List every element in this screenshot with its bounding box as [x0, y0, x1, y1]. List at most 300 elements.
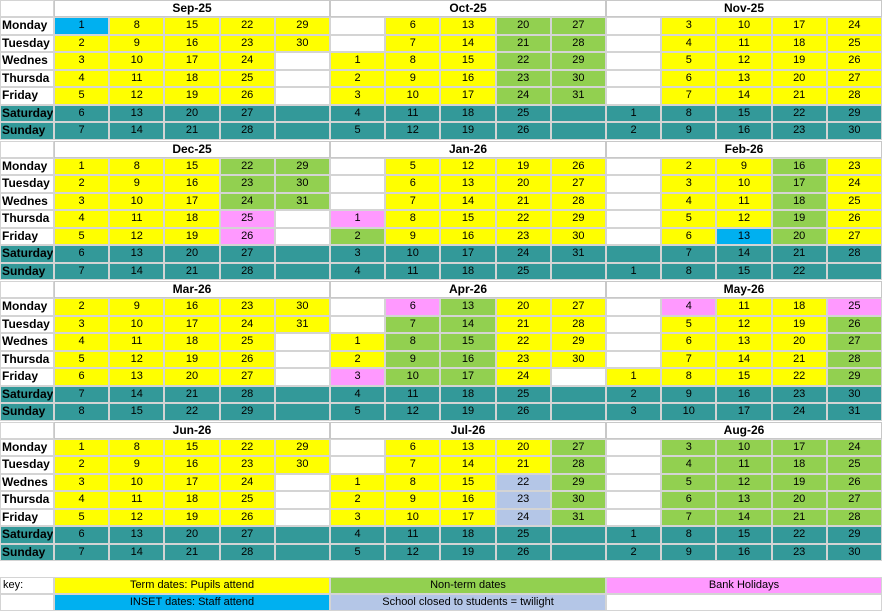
- date-cell[interactable]: 16: [164, 456, 219, 474]
- date-cell[interactable]: 17: [772, 439, 827, 457]
- date-cell[interactable]: [275, 245, 330, 263]
- date-cell[interactable]: 1: [606, 105, 661, 123]
- date-cell[interactable]: 4: [661, 193, 716, 211]
- date-cell[interactable]: [606, 474, 661, 492]
- date-cell[interactable]: 3: [330, 509, 385, 527]
- date-cell[interactable]: 6: [54, 526, 109, 544]
- date-cell[interactable]: 3: [54, 193, 109, 211]
- date-cell[interactable]: [275, 474, 330, 492]
- date-cell[interactable]: 1: [330, 474, 385, 492]
- date-cell[interactable]: 24: [772, 403, 827, 421]
- date-cell[interactable]: 25: [496, 526, 551, 544]
- date-cell[interactable]: [330, 439, 385, 457]
- date-cell[interactable]: [551, 544, 606, 562]
- date-cell[interactable]: 2: [330, 351, 385, 369]
- date-cell[interactable]: [275, 87, 330, 105]
- date-cell[interactable]: 22: [496, 210, 551, 228]
- date-cell[interactable]: 9: [661, 386, 716, 404]
- date-cell[interactable]: [275, 491, 330, 509]
- date-cell[interactable]: 10: [109, 474, 164, 492]
- date-cell[interactable]: 20: [164, 105, 219, 123]
- date-cell[interactable]: 30: [551, 70, 606, 88]
- date-cell[interactable]: 5: [54, 351, 109, 369]
- date-cell[interactable]: 20: [496, 439, 551, 457]
- date-cell[interactable]: 25: [220, 70, 275, 88]
- date-cell[interactable]: 10: [385, 368, 440, 386]
- date-cell[interactable]: 6: [661, 491, 716, 509]
- date-cell[interactable]: 1: [330, 333, 385, 351]
- date-cell[interactable]: 5: [661, 474, 716, 492]
- date-cell[interactable]: 28: [551, 35, 606, 53]
- date-cell[interactable]: 9: [661, 544, 716, 562]
- date-cell[interactable]: 29: [275, 17, 330, 35]
- date-cell[interactable]: 4: [661, 35, 716, 53]
- date-cell[interactable]: 2: [330, 70, 385, 88]
- date-cell[interactable]: 30: [275, 298, 330, 316]
- date-cell[interactable]: 26: [220, 228, 275, 246]
- date-cell[interactable]: 17: [440, 87, 495, 105]
- date-cell[interactable]: 12: [385, 122, 440, 140]
- date-cell[interactable]: 21: [772, 509, 827, 527]
- date-cell[interactable]: 25: [220, 210, 275, 228]
- date-cell[interactable]: [275, 228, 330, 246]
- date-cell[interactable]: 23: [220, 456, 275, 474]
- date-cell[interactable]: 14: [440, 456, 495, 474]
- date-cell[interactable]: 24: [220, 52, 275, 70]
- date-cell[interactable]: 6: [54, 105, 109, 123]
- date-cell[interactable]: 12: [716, 474, 771, 492]
- date-cell[interactable]: 16: [164, 35, 219, 53]
- date-cell[interactable]: 11: [385, 263, 440, 281]
- date-cell[interactable]: 8: [661, 105, 716, 123]
- date-cell[interactable]: 13: [109, 105, 164, 123]
- date-cell[interactable]: 23: [220, 35, 275, 53]
- date-cell[interactable]: 10: [661, 403, 716, 421]
- date-cell[interactable]: 14: [440, 316, 495, 334]
- date-cell[interactable]: 22: [772, 368, 827, 386]
- date-cell[interactable]: [330, 456, 385, 474]
- date-cell[interactable]: 13: [716, 228, 771, 246]
- date-cell[interactable]: [606, 175, 661, 193]
- date-cell[interactable]: 2: [330, 228, 385, 246]
- date-cell[interactable]: 22: [220, 439, 275, 457]
- date-cell[interactable]: 28: [551, 316, 606, 334]
- date-cell[interactable]: 1: [606, 368, 661, 386]
- date-cell[interactable]: 26: [496, 544, 551, 562]
- date-cell[interactable]: 22: [772, 105, 827, 123]
- date-cell[interactable]: 11: [109, 491, 164, 509]
- date-cell[interactable]: 15: [716, 368, 771, 386]
- date-cell[interactable]: 10: [716, 439, 771, 457]
- date-cell[interactable]: 14: [109, 386, 164, 404]
- date-cell[interactable]: 20: [772, 491, 827, 509]
- date-cell[interactable]: 28: [220, 122, 275, 140]
- date-cell[interactable]: 11: [385, 526, 440, 544]
- date-cell[interactable]: 11: [385, 105, 440, 123]
- date-cell[interactable]: [606, 70, 661, 88]
- date-cell[interactable]: 4: [330, 526, 385, 544]
- date-cell[interactable]: 15: [164, 17, 219, 35]
- date-cell[interactable]: 23: [496, 351, 551, 369]
- date-cell[interactable]: [606, 509, 661, 527]
- date-cell[interactable]: 16: [440, 70, 495, 88]
- date-cell[interactable]: 1: [606, 526, 661, 544]
- date-cell[interactable]: 26: [496, 122, 551, 140]
- date-cell[interactable]: 31: [551, 245, 606, 263]
- date-cell[interactable]: 20: [164, 368, 219, 386]
- date-cell[interactable]: 27: [220, 105, 275, 123]
- date-cell[interactable]: 31: [275, 316, 330, 334]
- date-cell[interactable]: 10: [716, 17, 771, 35]
- date-cell[interactable]: 9: [716, 158, 771, 176]
- date-cell[interactable]: [275, 526, 330, 544]
- date-cell[interactable]: 5: [330, 122, 385, 140]
- date-cell[interactable]: [606, 228, 661, 246]
- date-cell[interactable]: [606, 439, 661, 457]
- date-cell[interactable]: 20: [164, 245, 219, 263]
- date-cell[interactable]: [275, 544, 330, 562]
- date-cell[interactable]: [606, 316, 661, 334]
- date-cell[interactable]: [275, 368, 330, 386]
- date-cell[interactable]: 24: [496, 87, 551, 105]
- date-cell[interactable]: 20: [496, 298, 551, 316]
- date-cell[interactable]: 1: [54, 439, 109, 457]
- date-cell[interactable]: 18: [164, 491, 219, 509]
- date-cell[interactable]: 2: [54, 456, 109, 474]
- date-cell[interactable]: 9: [385, 351, 440, 369]
- date-cell[interactable]: 21: [772, 87, 827, 105]
- date-cell[interactable]: 20: [772, 228, 827, 246]
- date-cell[interactable]: 13: [109, 526, 164, 544]
- date-cell[interactable]: 28: [220, 263, 275, 281]
- date-cell[interactable]: 22: [496, 52, 551, 70]
- date-cell[interactable]: 26: [827, 316, 882, 334]
- date-cell[interactable]: 4: [330, 386, 385, 404]
- date-cell[interactable]: 8: [661, 368, 716, 386]
- date-cell[interactable]: 3: [54, 52, 109, 70]
- date-cell[interactable]: 9: [109, 175, 164, 193]
- date-cell[interactable]: 29: [551, 333, 606, 351]
- date-cell[interactable]: 1: [330, 210, 385, 228]
- date-cell[interactable]: [275, 122, 330, 140]
- date-cell[interactable]: 11: [716, 35, 771, 53]
- date-cell[interactable]: 2: [661, 158, 716, 176]
- date-cell[interactable]: 15: [716, 105, 771, 123]
- date-cell[interactable]: 19: [772, 210, 827, 228]
- date-cell[interactable]: 16: [440, 491, 495, 509]
- date-cell[interactable]: 14: [716, 245, 771, 263]
- date-cell[interactable]: [606, 17, 661, 35]
- date-cell[interactable]: [606, 87, 661, 105]
- date-cell[interactable]: 5: [661, 210, 716, 228]
- date-cell[interactable]: 19: [772, 474, 827, 492]
- date-cell[interactable]: 24: [827, 17, 882, 35]
- date-cell[interactable]: 19: [164, 87, 219, 105]
- date-cell[interactable]: 29: [275, 439, 330, 457]
- date-cell[interactable]: 20: [496, 17, 551, 35]
- date-cell[interactable]: 18: [772, 298, 827, 316]
- date-cell[interactable]: 3: [330, 245, 385, 263]
- date-cell[interactable]: 29: [551, 52, 606, 70]
- date-cell[interactable]: 17: [164, 316, 219, 334]
- date-cell[interactable]: 12: [440, 158, 495, 176]
- date-cell[interactable]: 25: [827, 35, 882, 53]
- date-cell[interactable]: 13: [109, 245, 164, 263]
- date-cell[interactable]: 13: [716, 70, 771, 88]
- date-cell[interactable]: 27: [827, 333, 882, 351]
- date-cell[interactable]: 3: [54, 316, 109, 334]
- date-cell[interactable]: 25: [827, 456, 882, 474]
- date-cell[interactable]: 7: [54, 122, 109, 140]
- date-cell[interactable]: 23: [827, 158, 882, 176]
- date-cell[interactable]: [551, 263, 606, 281]
- date-cell[interactable]: 19: [440, 544, 495, 562]
- date-cell[interactable]: 22: [220, 17, 275, 35]
- date-cell[interactable]: 7: [54, 544, 109, 562]
- date-cell[interactable]: 17: [164, 474, 219, 492]
- date-cell[interactable]: 19: [772, 52, 827, 70]
- date-cell[interactable]: [551, 403, 606, 421]
- date-cell[interactable]: 6: [385, 298, 440, 316]
- date-cell[interactable]: 24: [496, 509, 551, 527]
- date-cell[interactable]: 1: [54, 158, 109, 176]
- date-cell[interactable]: 13: [440, 175, 495, 193]
- date-cell[interactable]: 16: [716, 122, 771, 140]
- date-cell[interactable]: 12: [385, 544, 440, 562]
- date-cell[interactable]: [330, 175, 385, 193]
- date-cell[interactable]: 29: [220, 403, 275, 421]
- date-cell[interactable]: 18: [440, 105, 495, 123]
- date-cell[interactable]: 8: [385, 210, 440, 228]
- date-cell[interactable]: 27: [220, 526, 275, 544]
- date-cell[interactable]: 24: [496, 368, 551, 386]
- date-cell[interactable]: 15: [109, 403, 164, 421]
- date-cell[interactable]: 8: [109, 439, 164, 457]
- date-cell[interactable]: 5: [54, 87, 109, 105]
- date-cell[interactable]: 20: [772, 70, 827, 88]
- date-cell[interactable]: 23: [220, 175, 275, 193]
- date-cell[interactable]: 10: [385, 87, 440, 105]
- date-cell[interactable]: 10: [109, 316, 164, 334]
- date-cell[interactable]: 15: [164, 439, 219, 457]
- date-cell[interactable]: 27: [551, 298, 606, 316]
- date-cell[interactable]: 21: [164, 544, 219, 562]
- date-cell[interactable]: [551, 122, 606, 140]
- date-cell[interactable]: 19: [496, 158, 551, 176]
- date-cell[interactable]: 16: [164, 175, 219, 193]
- date-cell[interactable]: 16: [440, 228, 495, 246]
- date-cell[interactable]: 15: [716, 526, 771, 544]
- date-cell[interactable]: 22: [496, 474, 551, 492]
- date-cell[interactable]: [551, 526, 606, 544]
- date-cell[interactable]: 16: [164, 298, 219, 316]
- date-cell[interactable]: 17: [716, 403, 771, 421]
- date-cell[interactable]: 17: [440, 245, 495, 263]
- date-cell[interactable]: 17: [164, 52, 219, 70]
- date-cell[interactable]: 18: [772, 456, 827, 474]
- date-cell[interactable]: 14: [109, 544, 164, 562]
- date-cell[interactable]: 17: [772, 175, 827, 193]
- date-cell[interactable]: 28: [220, 386, 275, 404]
- date-cell[interactable]: 28: [827, 351, 882, 369]
- date-cell[interactable]: 7: [661, 509, 716, 527]
- date-cell[interactable]: 29: [551, 474, 606, 492]
- date-cell[interactable]: 24: [827, 439, 882, 457]
- date-cell[interactable]: 26: [827, 474, 882, 492]
- date-cell[interactable]: 21: [496, 193, 551, 211]
- date-cell[interactable]: 13: [440, 17, 495, 35]
- date-cell[interactable]: 15: [164, 158, 219, 176]
- date-cell[interactable]: 3: [54, 474, 109, 492]
- date-cell[interactable]: 23: [496, 491, 551, 509]
- date-cell[interactable]: [606, 351, 661, 369]
- date-cell[interactable]: 2: [606, 544, 661, 562]
- date-cell[interactable]: 3: [330, 87, 385, 105]
- date-cell[interactable]: [606, 52, 661, 70]
- date-cell[interactable]: 18: [440, 386, 495, 404]
- date-cell[interactable]: 4: [661, 298, 716, 316]
- date-cell[interactable]: 8: [109, 158, 164, 176]
- date-cell[interactable]: 29: [551, 210, 606, 228]
- date-cell[interactable]: 5: [330, 403, 385, 421]
- date-cell[interactable]: 24: [220, 474, 275, 492]
- date-cell[interactable]: [275, 509, 330, 527]
- date-cell[interactable]: 6: [54, 368, 109, 386]
- date-cell[interactable]: 12: [385, 403, 440, 421]
- date-cell[interactable]: 7: [385, 456, 440, 474]
- date-cell[interactable]: 7: [661, 351, 716, 369]
- date-cell[interactable]: 25: [220, 491, 275, 509]
- date-cell[interactable]: 26: [220, 509, 275, 527]
- date-cell[interactable]: 30: [275, 175, 330, 193]
- date-cell[interactable]: 2: [54, 298, 109, 316]
- date-cell[interactable]: 13: [109, 368, 164, 386]
- date-cell[interactable]: 15: [440, 52, 495, 70]
- date-cell[interactable]: 16: [440, 351, 495, 369]
- date-cell[interactable]: 23: [220, 298, 275, 316]
- date-cell[interactable]: 25: [827, 298, 882, 316]
- date-cell[interactable]: 12: [109, 228, 164, 246]
- date-cell[interactable]: 12: [109, 87, 164, 105]
- date-cell[interactable]: 5: [54, 228, 109, 246]
- date-cell[interactable]: [827, 263, 882, 281]
- date-cell[interactable]: 24: [220, 316, 275, 334]
- date-cell[interactable]: 30: [275, 35, 330, 53]
- date-cell[interactable]: 6: [385, 175, 440, 193]
- date-cell[interactable]: 29: [827, 526, 882, 544]
- date-cell[interactable]: 23: [496, 70, 551, 88]
- date-cell[interactable]: 1: [606, 263, 661, 281]
- date-cell[interactable]: 19: [164, 509, 219, 527]
- date-cell[interactable]: 21: [772, 351, 827, 369]
- date-cell[interactable]: 14: [109, 122, 164, 140]
- date-cell[interactable]: 8: [385, 52, 440, 70]
- date-cell[interactable]: 31: [551, 87, 606, 105]
- date-cell[interactable]: 10: [385, 245, 440, 263]
- date-cell[interactable]: [330, 298, 385, 316]
- date-cell[interactable]: 22: [772, 263, 827, 281]
- date-cell[interactable]: 12: [109, 509, 164, 527]
- date-cell[interactable]: 6: [385, 17, 440, 35]
- date-cell[interactable]: 2: [330, 491, 385, 509]
- date-cell[interactable]: 18: [772, 35, 827, 53]
- date-cell[interactable]: 4: [54, 70, 109, 88]
- date-cell[interactable]: [606, 35, 661, 53]
- date-cell[interactable]: 19: [440, 122, 495, 140]
- date-cell[interactable]: 10: [716, 175, 771, 193]
- date-cell[interactable]: [275, 210, 330, 228]
- date-cell[interactable]: 19: [772, 316, 827, 334]
- date-cell[interactable]: 12: [716, 210, 771, 228]
- date-cell[interactable]: 23: [772, 386, 827, 404]
- date-cell[interactable]: [606, 491, 661, 509]
- date-cell[interactable]: 26: [827, 52, 882, 70]
- date-cell[interactable]: 27: [551, 175, 606, 193]
- date-cell[interactable]: 31: [827, 403, 882, 421]
- date-cell[interactable]: 9: [109, 456, 164, 474]
- date-cell[interactable]: 19: [164, 228, 219, 246]
- date-cell[interactable]: 8: [661, 263, 716, 281]
- date-cell[interactable]: 1: [330, 52, 385, 70]
- date-cell[interactable]: 26: [551, 158, 606, 176]
- date-cell[interactable]: 8: [109, 17, 164, 35]
- date-cell[interactable]: 15: [440, 333, 495, 351]
- date-cell[interactable]: 26: [827, 210, 882, 228]
- date-cell[interactable]: 9: [109, 35, 164, 53]
- date-cell[interactable]: 30: [551, 228, 606, 246]
- date-cell[interactable]: 16: [716, 386, 771, 404]
- date-cell[interactable]: [275, 263, 330, 281]
- date-cell[interactable]: 12: [109, 351, 164, 369]
- date-cell[interactable]: 3: [606, 403, 661, 421]
- date-cell[interactable]: 25: [496, 386, 551, 404]
- date-cell[interactable]: 4: [54, 333, 109, 351]
- date-cell[interactable]: 16: [716, 544, 771, 562]
- date-cell[interactable]: 7: [385, 35, 440, 53]
- date-cell[interactable]: 25: [827, 193, 882, 211]
- date-cell[interactable]: 20: [164, 526, 219, 544]
- date-cell[interactable]: 26: [496, 403, 551, 421]
- date-cell[interactable]: 9: [661, 122, 716, 140]
- date-cell[interactable]: 29: [827, 368, 882, 386]
- date-cell[interactable]: 3: [330, 368, 385, 386]
- date-cell[interactable]: 6: [661, 333, 716, 351]
- date-cell[interactable]: [275, 351, 330, 369]
- date-cell[interactable]: 16: [772, 158, 827, 176]
- date-cell[interactable]: 8: [54, 403, 109, 421]
- date-cell[interactable]: 30: [827, 544, 882, 562]
- date-cell[interactable]: 26: [220, 351, 275, 369]
- date-cell[interactable]: 5: [330, 544, 385, 562]
- date-cell[interactable]: [330, 35, 385, 53]
- date-cell[interactable]: 27: [827, 491, 882, 509]
- date-cell[interactable]: 12: [716, 52, 771, 70]
- date-cell[interactable]: 10: [385, 509, 440, 527]
- date-cell[interactable]: 11: [109, 333, 164, 351]
- date-cell[interactable]: 10: [109, 193, 164, 211]
- date-cell[interactable]: 4: [54, 491, 109, 509]
- date-cell[interactable]: 23: [772, 544, 827, 562]
- date-cell[interactable]: 27: [551, 439, 606, 457]
- date-cell[interactable]: 21: [164, 386, 219, 404]
- date-cell[interactable]: 13: [716, 333, 771, 351]
- date-cell[interactable]: 13: [440, 298, 495, 316]
- date-cell[interactable]: 26: [220, 87, 275, 105]
- date-cell[interactable]: 3: [661, 175, 716, 193]
- date-cell[interactable]: [275, 105, 330, 123]
- date-cell[interactable]: 27: [827, 70, 882, 88]
- date-cell[interactable]: [275, 333, 330, 351]
